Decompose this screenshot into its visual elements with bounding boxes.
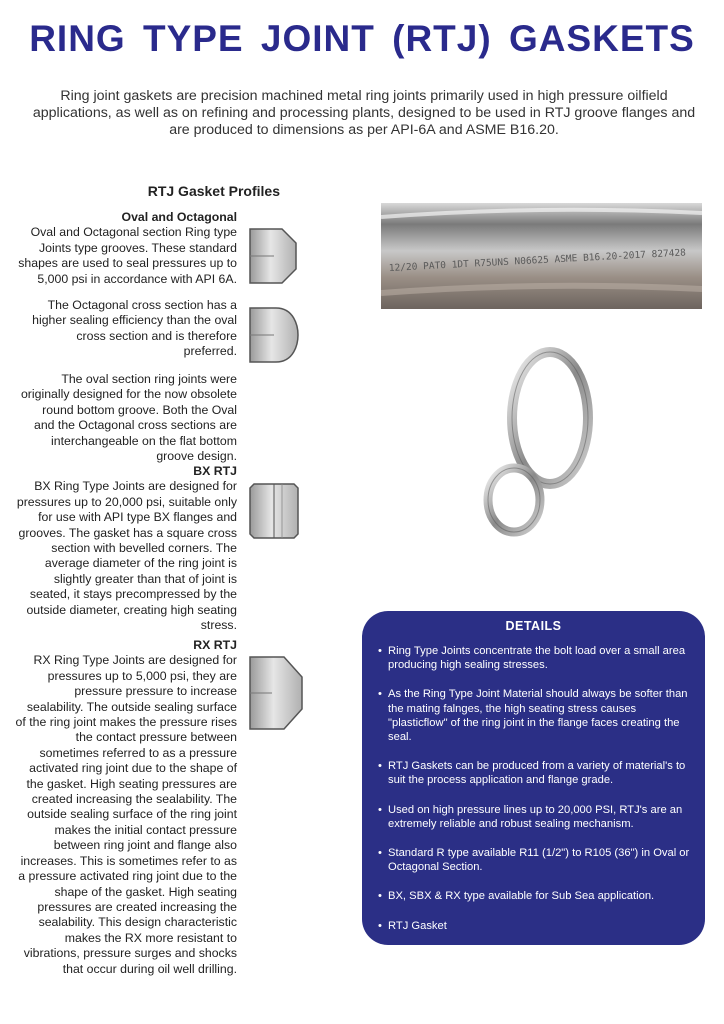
details-item: • As the Ring Type Joint Material should always be softer than the mating falnges, the high seating stress causes "plasticflow" of the ring joint in the flange faces creating the seal. — [380, 687, 691, 744]
details-item: • Ring Type Joints concentrate the bolt load over a small area producing high sealing stresses. — [380, 644, 691, 672]
details-item: • RTJ Gaskets can be produced from a variety of material's to suit the process application and flange grade. — [380, 759, 691, 787]
details-title: DETAILS — [505, 619, 562, 633]
rx-heading: RX RTJ — [193, 638, 237, 652]
oval-profile-icon — [248, 306, 300, 364]
details-item: • RTJ Gasket — [380, 919, 691, 933]
octagonal-efficiency-block — [27, 298, 237, 360]
details-panel — [362, 611, 705, 945]
details-list — [362, 644, 705, 933]
page-title: RING TYPE JOINT (RTJ) GASKETS — [29, 18, 695, 59]
oval-history-block — [19, 372, 237, 464]
intro-paragraph: Ring joint gaskets are precision machined metal ring joints primarily used in high pressure oilfield applications, as well as on refining and processing plants, designed to be used in RTJ groove flanges and are produced to dimensions as per API-6A and ASME B16.20. — [32, 88, 696, 138]
bx-text: BX Ring Type Joints are designed for pressures up to 20,000 psi, suitable only for use with API type BX flanges and grooves. The gasket has a square cross section with bevelled corners. The average diameter of the ring joint is slightly greater than that of joint is seated, it stays precompressed by the outside diameter, creating high seating stress. — [16, 479, 237, 633]
rx-profile-icon — [248, 655, 304, 731]
rx-text: RX Ring Type Joints are designed for pressures up to 5,000 psi, they are pressure pressure to increase sealability. The outside sealing surface of the ring joint makes the pressure rises the contact pressure between sometimes referred to as a pressure activated ring joint due to the shape of the gasket. High seating pressures are created increasing the sealability. The outside sealing surface of the ring joint makes the initial contact pressure between ring joint and flange also increases. This is sometimes refer to as a pressure activated ring joint due to the shape of the gasket. High seating pressures are created increasing the sealability. This design characteristic makes the RX more resistant to vibrations, pressure surges and shocks that occur during oil well drilling. — [15, 653, 237, 976]
oval-octagonal-block — [17, 210, 237, 287]
profiles-heading: RTJ Gasket Profiles — [147, 183, 280, 199]
rtj-engraved-photo — [381, 203, 702, 309]
bx-heading: BX RTJ — [193, 464, 237, 478]
oval-octagonal-p3: The oval section ring joints were originally designed for the now obsolete round bottom groove. Both the Oval and the Octagonal cross sections are interchangeable on the flat bottom groove design. — [20, 372, 237, 464]
details-item: • Standard R type available R11 (1/2") to R105 (36") in Oval or Octagonal Section. — [380, 846, 691, 874]
photo-stamp-text: 12/20 PAT0 1DT R75UNS N06625 ASME B16.20-2017 827428 — [388, 247, 687, 274]
oval-octagonal-p1: Oval and Octagonal section Ring type Joints type grooves. These standard shapes are used to seal pressures up to 5,000 psi in accordance with API 6A. — [18, 225, 237, 286]
rx-block — [15, 638, 237, 977]
bx-block — [11, 464, 237, 633]
octagonal-profile-icon — [248, 227, 300, 285]
details-item: • BX, SBX & RX type available for Sub Sea application. — [380, 889, 691, 903]
rtj-rings-photo — [478, 340, 598, 540]
oval-octagonal-p2: The Octagonal cross section has a higher sealing efficiency than the oval cross section and is therefore preferred. — [32, 298, 237, 359]
oval-octagonal-heading: Oval and Octagonal — [121, 210, 237, 224]
bx-profile-icon — [248, 482, 300, 540]
details-item: • Used on high pressure lines up to 20,000 PSI, RTJ's are an extremely reliable and robust sealing mechanism. — [380, 803, 691, 831]
